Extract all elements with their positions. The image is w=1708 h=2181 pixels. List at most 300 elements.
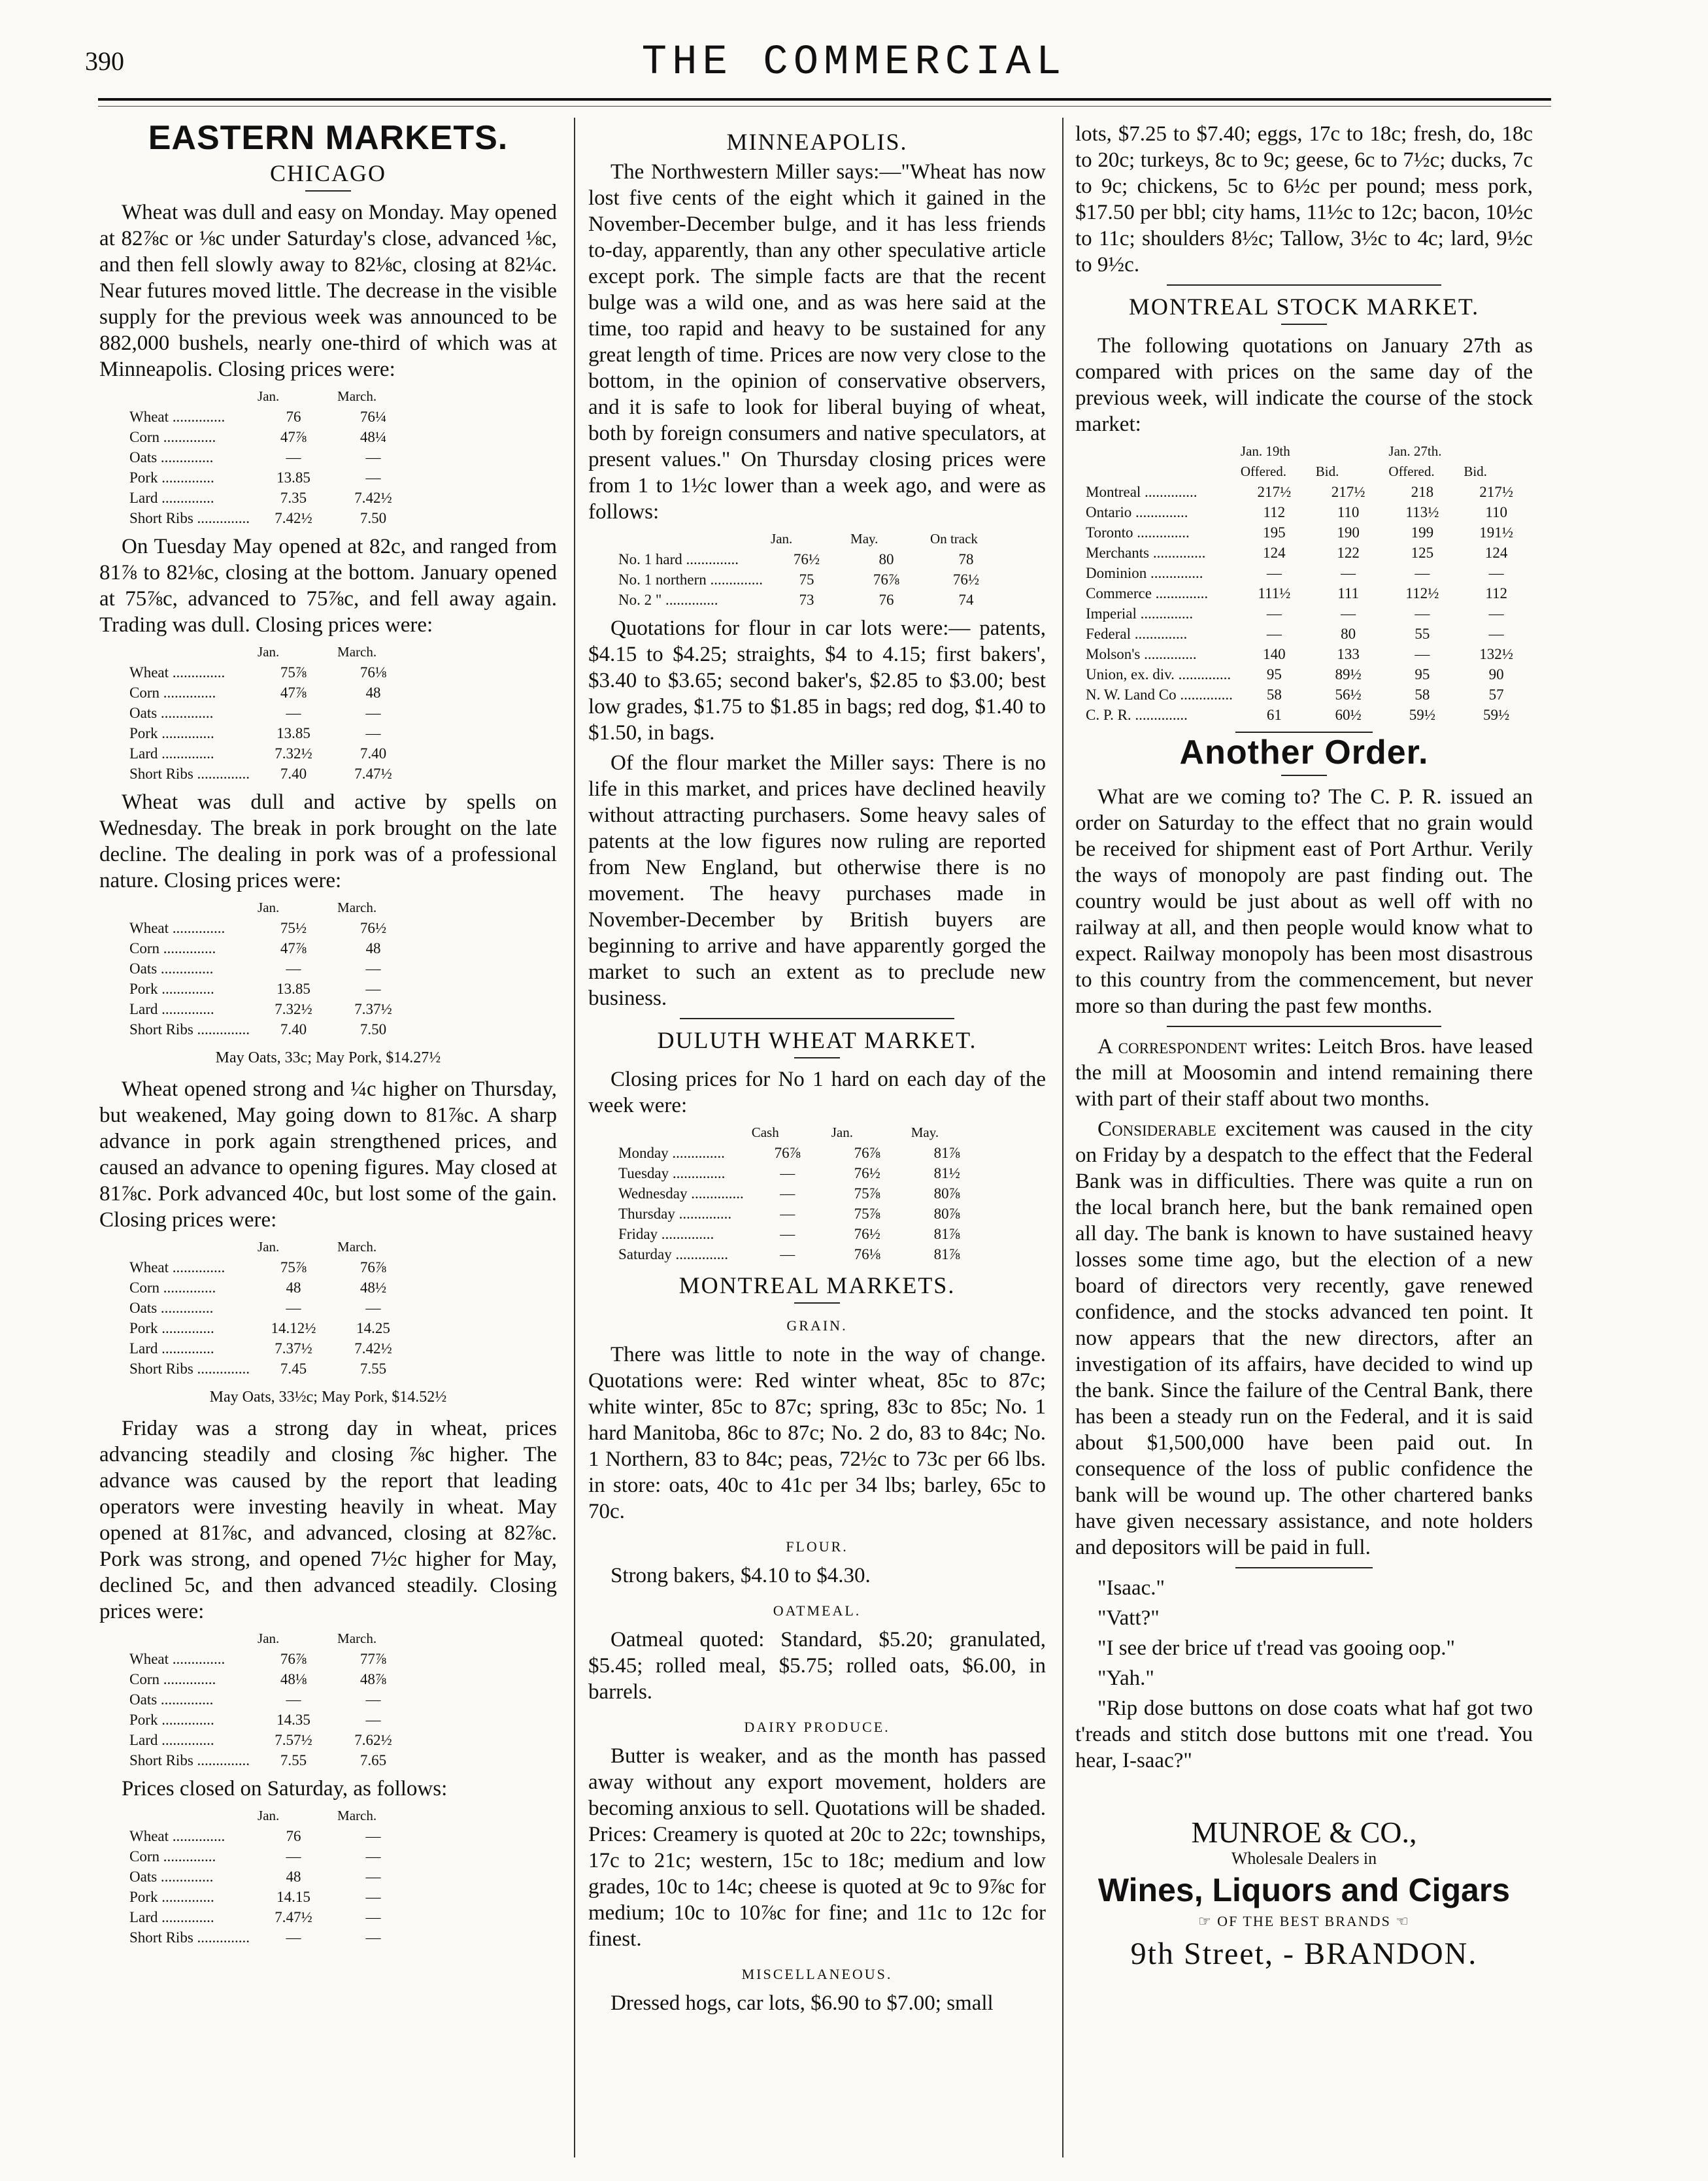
table-row: [1082, 603, 1533, 624]
price-cell: 60½: [1335, 707, 1362, 723]
table-row: [126, 938, 413, 958]
page-number: 390: [85, 46, 124, 76]
table-row: [126, 999, 413, 1019]
table-row: [1082, 664, 1533, 685]
row-label: Short Ribs ..............: [129, 1021, 250, 1038]
col-header-march: March.: [337, 1631, 377, 1646]
row-label: Monday ..............: [618, 1145, 725, 1161]
price-cell: —: [1266, 565, 1282, 581]
table-row: [126, 1826, 413, 1846]
price-cell: 80: [1341, 626, 1356, 642]
price-cell: 14.15: [276, 1889, 310, 1905]
price-cell: 48½: [360, 1279, 387, 1296]
col-header: Cash: [751, 1124, 779, 1140]
row-label: Lard ..............: [129, 490, 214, 506]
price-cell: 75⅞: [854, 1206, 880, 1222]
price-cell: 190: [1337, 524, 1360, 541]
table-row: [1082, 502, 1533, 522]
col-header-offered: Offered.: [1388, 464, 1435, 479]
subheading-minneapolis: MINNEAPOLIS.: [726, 129, 908, 155]
col-header-bid: Bid.: [1315, 464, 1339, 479]
price-cell: 48: [286, 1868, 301, 1885]
isaac-anecdote: [1075, 1575, 1533, 1774]
price-cell: 14.35: [276, 1712, 310, 1728]
column-divider: [574, 118, 575, 2157]
row-label: Short Ribs ..............: [129, 510, 250, 526]
table-row: [1082, 583, 1533, 603]
subheading-grain: GRAIN.: [786, 1317, 848, 1334]
ad-company-name: MUNROE & CO.,: [1191, 1816, 1417, 1849]
row-label: Short Ribs ..............: [129, 1752, 250, 1768]
price-cell: 76: [879, 592, 894, 608]
price-cell: 58: [1415, 686, 1430, 703]
row-label: Lard ..............: [129, 1001, 214, 1017]
row-label: Molson's ..............: [1086, 646, 1197, 662]
subheading-chicago: CHICAGO: [269, 160, 386, 186]
dialogue-line: "Isaac.": [1097, 1576, 1165, 1600]
price-cell: 122: [1337, 545, 1360, 561]
price-cell: 76¼: [360, 409, 387, 425]
row-label: Short Ribs ..............: [129, 766, 250, 782]
price-cell: —: [780, 1246, 795, 1262]
price-cell: 124: [1484, 545, 1508, 561]
col-header: On track: [930, 531, 978, 547]
table-row: [126, 1669, 413, 1689]
price-cell: 57: [1488, 686, 1504, 703]
correspondent-paragraph: [1075, 1034, 1533, 1112]
divider: [1167, 284, 1441, 286]
row-label: Commerce ..............: [1086, 585, 1209, 601]
table-row: [1082, 563, 1533, 583]
oatmeal-paragraph: Oatmeal quoted: Standard, $5.20; granulated, $5.45; rolled meal, $5.75; rolled oats, $6.00, in barrels.: [588, 1628, 1046, 1704]
price-cell: —: [286, 705, 301, 721]
chicago-wednesday-paragraph: Wheat was dull and active by spells on Wednesday. The break in pork brought on the late decline. The dealing in pork was of a professional nature. Closing prices were:: [99, 790, 557, 892]
price-cell: 75⅞: [280, 664, 307, 681]
row-label: No. 2 " ..............: [618, 592, 718, 608]
col-header-march: March.: [337, 1239, 377, 1255]
price-cell: 76⅛: [854, 1246, 880, 1262]
table-row: [614, 569, 1006, 590]
price-cell: 75⅞: [854, 1185, 880, 1202]
price-cell: 13.85: [276, 981, 310, 997]
price-cell: 7.42½: [275, 510, 312, 526]
prices-table-friday: [126, 1629, 413, 1770]
price-cell: 125: [1411, 545, 1434, 561]
col-group-jan27: Jan. 27th.: [1388, 443, 1442, 459]
price-cell: 7.42½: [354, 490, 392, 506]
col-header-jan: Jan.: [258, 388, 280, 404]
federal-bank-paragraph: [1075, 1116, 1533, 1561]
table-row: [126, 407, 413, 427]
row-label: Toronto ..............: [1086, 524, 1190, 541]
grain-paragraph: There was little to note in the way of change. Quotations were: Red winter wheat, 85c to 87c; white winter, 85c to 87c; spring, 83c to 85c; No. 1 hard Manitoba, 86c to 87c; No. 2 do, 83 to 84c; No. 1 Northern, 83 to 84c; peas, 72½c to 73c per 66 lbs. in store: oats, 40c to 41c per 34 lbs; barley, 65c to 70c.: [588, 1343, 1046, 1523]
table-row: [126, 1257, 413, 1277]
header-rule-thin: [98, 106, 1551, 107]
divider: [1167, 1026, 1441, 1027]
price-cell: 7.62½: [354, 1732, 392, 1748]
price-cell: —: [1488, 565, 1504, 581]
divider: [1235, 1567, 1373, 1568]
minneapolis-paragraph: The Northwestern Miller says:—"Wheat has now lost five cents of the eight which it gained in the November-December bulge, and it has less friends to-day, apparently, than any other speculative article except pork. The simple facts are that the recent bulge was a wild one, and as was here said at the time, too rapid and heavy to be sustained for any great length of time. Prices are now very close to the bottom, in the opinion of conservative observers, and it is safe to look for liberal buying of wheat, both by foreign consumers and native speculators, at present values." On Thursday closing prices were from 1 to 1½c lower than a week ago, and were as follows:: [588, 160, 1046, 524]
price-cell: —: [286, 449, 301, 465]
row-label: Wheat ..............: [129, 1651, 226, 1667]
price-cell: 76⅞: [774, 1145, 801, 1161]
divider: [1281, 775, 1327, 776]
subheading-montreal-stock-market: MONTREAL STOCK MARKET.: [1128, 294, 1480, 320]
row-label: Short Ribs ..............: [129, 1361, 250, 1377]
price-cell: 7.57½: [275, 1732, 312, 1748]
table-row: [126, 1689, 413, 1710]
price-cell: 76½: [793, 551, 820, 567]
table-row: [126, 1359, 413, 1379]
price-cell: 124: [1263, 545, 1286, 561]
price-cell: —: [365, 1712, 381, 1728]
duluth-paragraph: Closing prices for No 1 hard on each day of the week were:: [588, 1068, 1046, 1117]
masthead-title: THE COMMERCIAL: [641, 39, 1067, 86]
table-row: [614, 1163, 987, 1183]
table-row: [126, 662, 413, 683]
table-row: [126, 683, 413, 703]
price-cell: 75½: [280, 920, 307, 936]
row-label: Friday ..............: [618, 1226, 714, 1242]
paragraph-text: excitement was caused in the city on Friday by a despatch to the effect that the Federal Bank was in difficulties. There was quite a run on the local branch here, but the bank remained open all day. The bank is known to have sustained heavy losses some time ago, but the election of a new board of directors very recently, gave renewed confidence, and the stocks advanced ten point. It now appears that the new directors, after an investigation of its affairs, have decided to wind up the bank. Since the failure of the Central Bank, there has been a steady run on the Federal, and it is said about $1,500,000 have been paid out. In consequence of the loss of public confidence the bank will be wound up. The other chartered banks have given necessary assistance, and note holders and depositors will be paid in full.: [1075, 1117, 1533, 1559]
prices-table-wednesday: [126, 898, 413, 1040]
price-cell: —: [780, 1226, 795, 1242]
price-cell: 76⅞: [280, 1651, 307, 1667]
col-header-offered: Offered.: [1240, 464, 1287, 479]
table-row: [126, 1730, 413, 1750]
row-label: Oats ..............: [129, 960, 214, 977]
table-row: [1082, 482, 1533, 502]
price-cell: 90: [1488, 666, 1504, 683]
col-header-jan: Jan.: [258, 1808, 280, 1823]
table-row: [1082, 644, 1533, 664]
table-row: [1082, 685, 1533, 705]
stock-intro-paragraph: The following quotations on January 27th as compared with prices on the same day of the previous week, will indicate the course of the stock market:: [1075, 334, 1533, 436]
price-cell: —: [1488, 605, 1504, 622]
col-header-march: March.: [337, 644, 377, 660]
divider: [680, 1018, 954, 1019]
chicago-monday-paragraph: Wheat was dull and easy on Monday. May opened at 82⅞c or ⅛c under Saturday's close, advanced ⅛c, and then fell slowly away to 82⅛c, closing at 82¼c. Near futures moved little. The decrease in the visible supply for the previous week was announced to be 882,000 bushels, nearly one-third of which was at Minneapolis. Closing prices were:: [99, 201, 557, 381]
row-label: Montreal ..............: [1086, 484, 1197, 500]
price-cell: 81½: [933, 1165, 960, 1181]
price-cell: 78: [958, 551, 974, 567]
price-cell: 7.47½: [354, 766, 392, 782]
row-label: Oats ..............: [129, 1868, 214, 1885]
table-row: [126, 467, 413, 488]
price-cell: —: [365, 1889, 381, 1905]
price-cell: 7.37½: [354, 1001, 392, 1017]
row-label: Corn ..............: [129, 1671, 216, 1687]
col-header-jan: Jan.: [258, 644, 280, 660]
price-cell: 7.32½: [275, 745, 312, 762]
price-cell: 76⅞: [854, 1145, 880, 1161]
col-header-march: March.: [337, 1808, 377, 1823]
table-row: [126, 1298, 413, 1318]
col-header: Jan.: [831, 1124, 853, 1140]
subheading-duluth: DULUTH WHEAT MARKET.: [657, 1027, 977, 1053]
column-minneapolis-duluth-montreal: [588, 121, 1046, 2020]
row-label: No. 1 hard ..............: [618, 551, 739, 567]
price-cell: —: [1341, 565, 1356, 581]
price-cell: 7.50: [360, 510, 387, 526]
table-row: [126, 1710, 413, 1730]
table-row: [126, 1019, 413, 1040]
row-label: Lard ..............: [129, 1909, 214, 1925]
price-cell: 48⅛: [280, 1671, 307, 1687]
price-cell: —: [365, 1828, 381, 1844]
price-cell: 113½: [1405, 504, 1439, 520]
price-cell: 191½: [1479, 524, 1514, 541]
price-cell: 56½: [1335, 686, 1362, 703]
row-label: Lard ..............: [129, 1732, 214, 1748]
dialogue-line: "Rip dose buttons on dose coats what haf got two t'reads and stitch dose buttons mit one t'read. You hear, I-saac?": [1075, 1697, 1533, 1772]
price-cell: 95: [1266, 666, 1282, 683]
price-cell: 55: [1415, 626, 1430, 642]
row-label: Oats ..............: [129, 1691, 214, 1708]
col-header: Jan.: [771, 531, 793, 547]
table-row: [126, 764, 413, 784]
row-label: Saturday ..............: [618, 1246, 729, 1262]
row-label: Thursday ..............: [618, 1206, 732, 1222]
subheading-miscellaneous: MISCELLANEOUS.: [741, 1966, 893, 1982]
price-cell: 76: [286, 1828, 301, 1844]
ad-address: 9th Street, - BRANDON.: [1130, 1936, 1478, 1971]
price-cell: 95: [1415, 666, 1430, 683]
flour-market-paragraph: Of the flour market the Miller says: There is no life in this market, and prices have declined heavily without attracting purchasers. Some heavy sales of patents at the low figures now ruling are reported from New England, but otherwise there is no movement. The heavy purchases made in November-December by British buyers are beginning to arrive and have apparently gorged the market to such an extent as to preclude new business.: [588, 751, 1046, 1010]
row-label: Wheat ..............: [129, 1828, 226, 1844]
row-label: Oats ..............: [129, 705, 214, 721]
subheading-oatmeal: OATMEAL.: [773, 1602, 862, 1619]
table-row: [614, 1183, 987, 1204]
dialogue-line: "Vatt?": [1097, 1606, 1160, 1630]
price-cell: 48: [286, 1279, 301, 1296]
prices-table-tuesday: [126, 642, 413, 784]
price-cell: 59½: [1409, 707, 1435, 723]
row-label: Short Ribs ..............: [129, 1929, 250, 1946]
table-row: [126, 1750, 413, 1770]
lead-words: Considerable: [1097, 1117, 1216, 1141]
divider: [794, 1302, 840, 1304]
price-cell: —: [286, 960, 301, 977]
column-eastern-markets: [99, 121, 557, 1953]
col-header-march: March.: [337, 900, 377, 915]
table-row: [1082, 624, 1533, 644]
price-cell: —: [1415, 646, 1430, 662]
table-row: [126, 1277, 413, 1298]
column-divider: [1062, 118, 1063, 2157]
price-cell: 7.55: [280, 1752, 307, 1768]
price-cell: 7.40: [280, 1021, 307, 1038]
dialogue-line: "I see der brice uf t'read vas gooing oop.": [1097, 1636, 1455, 1660]
col-header: May.: [911, 1124, 939, 1140]
price-cell: —: [286, 1300, 301, 1316]
table-row: [614, 1244, 987, 1264]
price-cell: 14.12½: [271, 1320, 316, 1336]
price-cell: 47⅞: [280, 685, 307, 701]
price-cell: —: [365, 449, 381, 465]
chicago-friday-paragraph: Friday was a strong day in wheat, prices advancing steadily and closing ⅞c higher. The advance was caused by the report that leading operators were investing heavily in wheat. May opened at 81⅞c, and advanced, closing at 82⅞c. Pork was strong, and opened 7½c higher for May, declined 5c, and then advanced steadily. Closing prices were:: [99, 1417, 557, 1623]
subheading-flour: FLOUR.: [786, 1538, 848, 1555]
table-row: [126, 723, 413, 743]
price-cell: —: [365, 981, 381, 997]
price-cell: —: [365, 1691, 381, 1708]
price-cell: —: [365, 1300, 381, 1316]
another-order-paragraph: What are we coming to? The C. P. R. issued an order on Saturday to the effect that no grain would be received for shipment east of Port Arthur. Verily the ways of monopoly are past finding out. The country would be just about as well off with no railway at all, and then people would know what to expect. Railway monopoly has been most disastrous to this country from the commencement, but never more so than during the past few months.: [1075, 785, 1533, 1018]
table-row: [126, 427, 413, 447]
row-label: Merchants ..............: [1086, 545, 1206, 561]
price-cell: —: [1415, 565, 1430, 581]
price-cell: 81⅞: [933, 1246, 960, 1262]
price-cell: 59½: [1483, 707, 1510, 723]
price-cell: 132½: [1479, 646, 1514, 662]
row-label: Lard ..............: [129, 1340, 214, 1357]
prices-table-monday: [126, 386, 413, 528]
table-row: [614, 1143, 987, 1163]
price-cell: 61: [1266, 707, 1282, 723]
price-cell: 7.45: [280, 1361, 307, 1377]
price-cell: —: [1266, 626, 1282, 642]
price-cell: 76½: [854, 1165, 880, 1181]
table-row: [614, 1224, 987, 1244]
price-cell: 110: [1485, 504, 1507, 520]
price-cell: 7.55: [360, 1361, 387, 1377]
row-label: Lard ..............: [129, 745, 214, 762]
price-cell: 48: [365, 940, 381, 956]
price-cell: —: [780, 1165, 795, 1181]
price-cell: 73: [799, 592, 814, 608]
price-cell: 7.40: [360, 745, 387, 762]
section-heading-another-order: Another Order.: [1179, 734, 1429, 771]
price-cell: 47⅞: [280, 429, 307, 445]
price-cell: —: [780, 1206, 795, 1222]
table-row: [1082, 705, 1533, 725]
col-group-jan19: Jan. 19th: [1240, 443, 1290, 459]
price-cell: 7.42½: [354, 1340, 392, 1357]
table-row: [126, 1867, 413, 1887]
row-label: Corn ..............: [129, 1848, 216, 1865]
table-row: [126, 1649, 413, 1669]
row-label: Pork ..............: [129, 725, 214, 741]
price-cell: —: [286, 1929, 301, 1946]
price-cell: 80⅞: [933, 1185, 960, 1202]
price-cell: 199: [1411, 524, 1434, 541]
col-header-jan: Jan.: [258, 1631, 280, 1646]
price-cell: 217½: [1479, 484, 1514, 500]
price-cell: 48⅞: [360, 1671, 387, 1687]
price-cell: 217½: [1331, 484, 1365, 500]
table-row: [126, 1907, 413, 1927]
price-cell: 81⅞: [933, 1226, 960, 1242]
table-note: May Oats, 33½c; May Pork, $14.52½: [209, 1389, 447, 1406]
price-cell: 133: [1337, 646, 1360, 662]
table-row: [126, 958, 413, 979]
price-cell: 13.85: [276, 469, 310, 486]
price-cell: 14.25: [356, 1320, 390, 1336]
munroe-advertisement: [1075, 1816, 1533, 1971]
price-cell: 13.85: [276, 725, 310, 741]
price-cell: 58: [1266, 686, 1282, 703]
ad-goods: Wines, Liquors and Cigars: [1097, 1872, 1511, 1908]
price-cell: 81⅞: [933, 1145, 960, 1161]
subheading-montreal-markets: MONTREAL MARKETS.: [678, 1272, 956, 1298]
divider: [794, 1057, 840, 1058]
row-label: Imperial ..............: [1086, 605, 1194, 622]
row-label: Pork ..............: [129, 1889, 214, 1905]
row-label: Corn ..............: [129, 429, 216, 445]
price-cell: 48¼: [360, 429, 387, 445]
row-label: Corn ..............: [129, 685, 216, 701]
row-label: Oats ..............: [129, 449, 214, 465]
row-label: Wednesday ..............: [618, 1185, 744, 1202]
price-cell: 89½: [1335, 666, 1362, 683]
price-cell: 7.50: [360, 1021, 387, 1038]
price-cell: 140: [1263, 646, 1286, 662]
prices-table-thursday: [126, 1237, 413, 1379]
price-cell: 76½: [854, 1226, 880, 1242]
ad-brands: ☞ OF THE BEST BRANDS ☜: [1197, 1913, 1411, 1929]
table-row: [126, 488, 413, 508]
row-label: No. 1 northern ..............: [618, 571, 763, 588]
header-rule: [98, 98, 1551, 101]
table-row: [126, 918, 413, 938]
price-cell: 76⅞: [873, 571, 900, 588]
row-label: Wheat ..............: [129, 1259, 226, 1276]
chicago-saturday-paragraph: Prices closed on Saturday, as follows:: [122, 1777, 448, 1801]
price-cell: 112: [1263, 504, 1286, 520]
price-cell: —: [1341, 605, 1356, 622]
table-row: [126, 1338, 413, 1359]
row-label: Federal ..............: [1086, 626, 1188, 642]
column-stock-market-news: [1075, 121, 1533, 1971]
row-label: Pork ..............: [129, 1320, 214, 1336]
table-row: [614, 1204, 987, 1224]
price-cell: —: [365, 1868, 381, 1885]
row-label: N. W. Land Co ..............: [1086, 686, 1233, 703]
price-cell: —: [1488, 626, 1504, 642]
price-cell: —: [1415, 605, 1430, 622]
price-cell: 47⅞: [280, 940, 307, 956]
price-cell: 112½: [1405, 585, 1439, 601]
duluth-wheat-table: [614, 1123, 987, 1264]
table-row: [126, 1927, 413, 1948]
dialogue-line: "Yah.": [1097, 1666, 1154, 1690]
price-cell: 7.35: [280, 490, 307, 506]
divider: [305, 190, 351, 192]
divider: [1235, 732, 1373, 733]
price-cell: —: [365, 705, 381, 721]
prices-table-saturday: [126, 1806, 413, 1948]
section-heading-eastern-markets: EASTERN MARKETS.: [148, 119, 509, 157]
price-cell: —: [780, 1185, 795, 1202]
table-row: [1082, 543, 1533, 563]
subheading-dairy: DAIRY PRODUCE.: [744, 1719, 890, 1735]
miscellaneous-paragraph: Dressed hogs, car lots, $6.90 to $7.00; small: [611, 1991, 994, 2015]
price-cell: —: [365, 1909, 381, 1925]
table-row: [126, 1846, 413, 1867]
lead-words: A correspondent: [1097, 1035, 1247, 1058]
row-label: Ontario ..............: [1086, 504, 1188, 520]
table-row: [1082, 522, 1533, 543]
price-cell: 76⅛: [360, 664, 387, 681]
col-header: May.: [850, 531, 879, 547]
table-row: [126, 447, 413, 467]
price-cell: 75⅞: [280, 1259, 307, 1276]
continued-paragraph: lots, $7.25 to $7.40; eggs, 17c to 18c; fresh, do, 18c to 20c; turkeys, 8c to 9c; geese, 6c to 7½c; ducks, 7c to 9c; chickens, 5c to 6½c per pound; mess pork, $17.50 per bbl; city hams, 11½c to 12c; bacon, 10½c to 11c; shoulders 8½c; Tallow, 3½c to 4c; lard, 9½c to 9½c.: [1075, 122, 1533, 277]
price-cell: 74: [958, 592, 974, 608]
table-row: [126, 979, 413, 999]
table-row: [614, 590, 1006, 610]
